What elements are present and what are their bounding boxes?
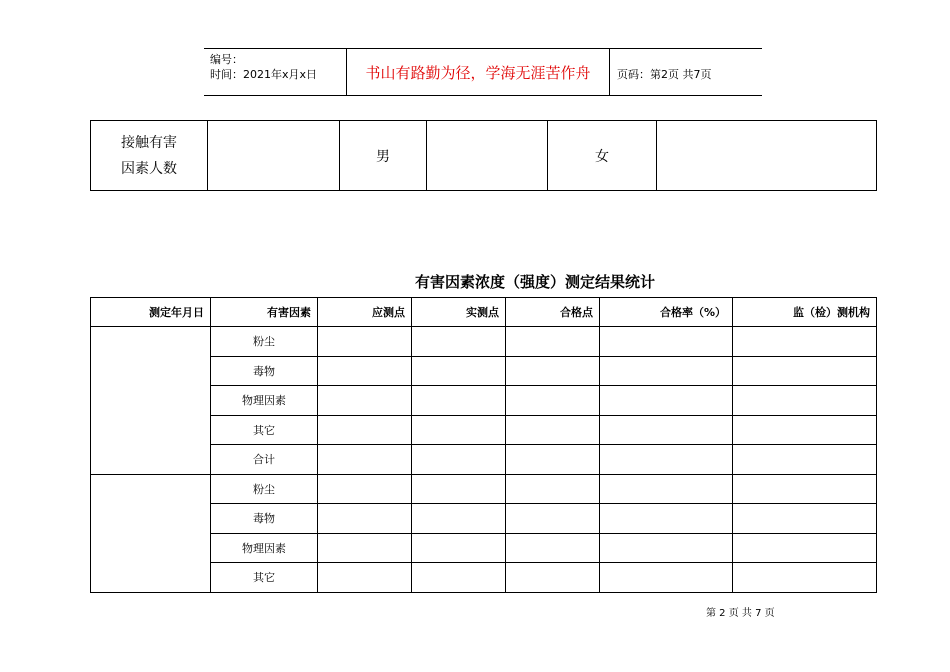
factor-cell: 物理因素 xyxy=(211,386,318,416)
female-label: 女 xyxy=(548,121,657,191)
exposure-total-cell xyxy=(208,121,340,191)
factor-cell: 其它 xyxy=(211,563,318,593)
factor-cell: 合计 xyxy=(211,445,318,475)
female-count-cell xyxy=(657,121,877,191)
male-count-cell xyxy=(427,121,548,191)
col-agency: 监（检）测机构 xyxy=(733,298,877,327)
factor-cell: 毒物 xyxy=(211,504,318,534)
male-label: 男 xyxy=(340,121,427,191)
time-label: 时间：2021年x月x日 xyxy=(210,68,318,81)
date-cell xyxy=(91,474,211,592)
table-row xyxy=(91,327,877,357)
date-cell xyxy=(91,327,211,475)
results-table xyxy=(90,297,877,593)
factor-cell: 毒物 xyxy=(211,356,318,386)
factor-cell: 物理因素 xyxy=(211,533,318,563)
col-factor: 有害因素 xyxy=(211,298,318,327)
results-header-row xyxy=(91,298,877,327)
table-row xyxy=(91,474,877,504)
page-header xyxy=(204,48,762,96)
results-title: 有害因素浓度（强度）测定结果统计 xyxy=(414,273,655,291)
exposure-label-line1: 接触有害 xyxy=(121,134,177,151)
col-qualified-points: 合格点 xyxy=(506,298,600,327)
factor-cell: 粉尘 xyxy=(211,327,318,357)
exposure-table xyxy=(90,120,877,191)
page-info: 页码：第2页 共7页 xyxy=(617,68,712,81)
col-measured-points: 实测点 xyxy=(412,298,506,327)
exposure-label-line2: 因素人数 xyxy=(121,160,177,177)
factor-cell: 粉尘 xyxy=(211,474,318,504)
motto: 书山有路勤为径，学海无涯苦作舟 xyxy=(346,48,610,96)
factor-cell: 其它 xyxy=(211,415,318,445)
page-footer: 第 2 页 共 7 页 xyxy=(706,608,775,619)
col-date: 测定年月日 xyxy=(91,298,211,327)
exposure-label xyxy=(91,121,208,191)
col-expected-points: 应测点 xyxy=(318,298,412,327)
col-qualified-rate: 合格率（%） xyxy=(600,298,733,327)
number-label: 编号： xyxy=(210,53,243,66)
header-meta xyxy=(210,52,317,82)
